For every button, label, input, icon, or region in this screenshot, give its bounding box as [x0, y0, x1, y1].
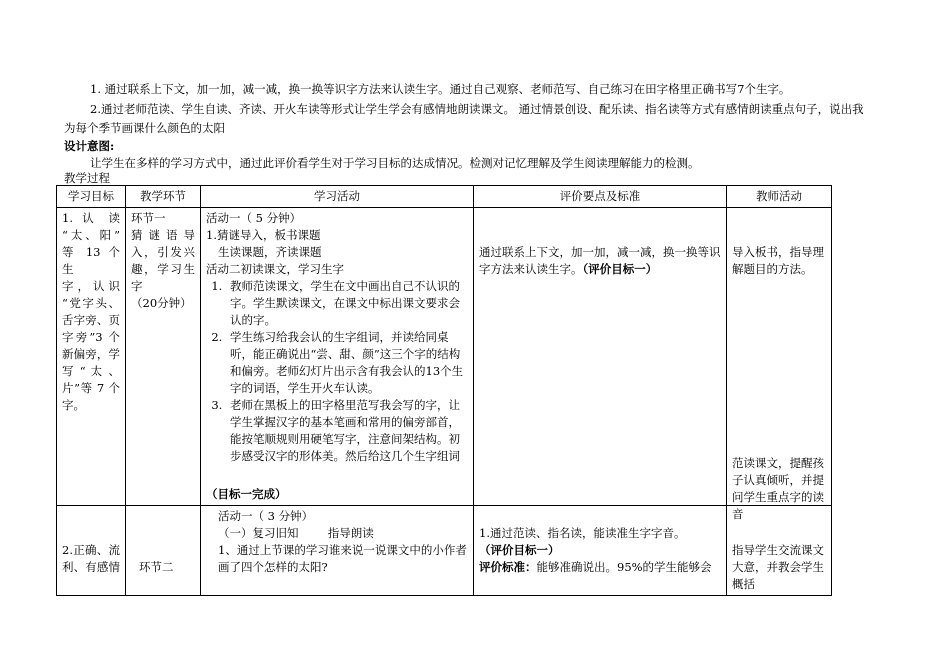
row1-goal: 1. 认 读 “太、阳” 等 13 个 生 字 ， 认 识 “党字头、 舌字旁、页 字旁”3 个 新偏旁，学 写 “ 太 、 片”等 7 个 字。 [57, 208, 126, 506]
header-goal: 学习目标 [57, 186, 126, 208]
row2-stage: 环节二 [126, 506, 201, 596]
row1-activity: 活动一（ 5 分钟） 1.猜谜导入，板书课题 生读课题，齐读课题 活动二初读课文，学习生字 1. 教师范读课文，学生在文中画出自己不认识的字。学生默读课文，在课文中标出课文要求会认的字。 2. 学生练习给我会认的生字组词，并读给同桌听，能正确说出“尝、甜、颜”这三个字的结构和偏旁。老师幻灯片出示含有我会认的13个生字的词语，学生开火车认读。 3. 老师在黑板上的田字格里范写我会写的字，让学生掌握汉字的基本笔画和常用的偏旁部首，能按笔顺规则用硬笔写字，注意间架结构。初步感受汉字的形体美。然后给这几个生字组词 （目标一完成） [201, 208, 474, 506]
row2-evaluation: 1.通过范读、指名读，能读准生字字音。 （评价目标一） 评价标准：能够准确说出。95%的学生能够会 [474, 506, 727, 596]
list-item: 2. 学生练习给我会认的生字组词，并读给同桌听，能正确说出“尝、甜、颜”这三个字的结构和偏旁。老师幻灯片出示含有我会认的13个生字的词语，学生开火车认读。 [226, 329, 468, 397]
list-item: 1. 教师范读课文，学生在文中画出自己不认识的字。学生默读课文，在课文中标出课文要求会认的字。 [226, 278, 468, 329]
intro-line-2: 2.通过老师范读、学生自读、齐读、开火车读等形式让学生学会有感情地朗读课文。 通过情景创设、配乐读、指名读等方式有感情朗读重点句子，说出我 [90, 102, 864, 116]
header-activity: 学习活动 [201, 186, 474, 208]
row2-activity: 活动一（ 3 分钟） （一）复习旧知 指导朗读 1、通过上节课的学习谁来说一说课文中的小作者画了四个怎样的太阳? [201, 506, 474, 596]
row1-teacher: 导入板书，指导理解题目的方法。 范读课文，提醒孩子认真倾听，并提问学生重点字的读音 [727, 208, 832, 506]
design-title: 设计意图: [64, 139, 115, 153]
teaching-process-table [56, 185, 832, 596]
table-row [57, 208, 832, 506]
intro-line-3: 为每个季节画课什么颜色的太阳 [64, 121, 225, 135]
table-row [57, 506, 832, 596]
row1-evaluation: 通过联系上下文，加一加，减一减，换一换等识字方法来认读生字。（评价目标一） [474, 208, 727, 506]
intro-line-1: 1. 通过联系上下文，加一加，减一减，换一换等识字方法来认读生字。通过自己观察、老师范写、自己练习在田字格里正确书写7个生字。 [90, 82, 791, 96]
table-header-row [57, 186, 832, 208]
row2-goal: 2.正确、流 利、有感情 [57, 506, 126, 596]
eval-tag: （评价目标一） [582, 262, 658, 276]
header-evaluation: 评价要点及标准 [474, 186, 727, 208]
goal-complete: （目标一完成） [206, 487, 287, 501]
activity-1-heading: 活动一（ 5 分钟） [206, 211, 302, 225]
list-item: 3. 老师在黑板上的田字格里范写我会写的字，让学生掌握汉字的基本笔画和常用的偏旁部首，能按笔顺规则用硬笔写字，注意间架结构。初步感受汉字的形体美。然后给这几个生字组词 [226, 397, 468, 465]
row1-stage: 环节一 猜谜语导 入，引发兴 趣，学习生 字 （20分钟） [126, 208, 201, 506]
row2-teacher: 指导学生交流课文大意，并教会学生概括 [727, 506, 832, 596]
activity-list [206, 278, 468, 465]
process-title: 教学过程 [64, 171, 110, 185]
header-teacher: 教师活动 [727, 186, 832, 208]
header-stage: 教学环节 [126, 186, 201, 208]
design-text: 让学生在多样的学习方式中，通过此评价看学生对于学习目标的达成情况。检测对记忆理解及学生阅读理解能力的检测。 [90, 156, 700, 170]
